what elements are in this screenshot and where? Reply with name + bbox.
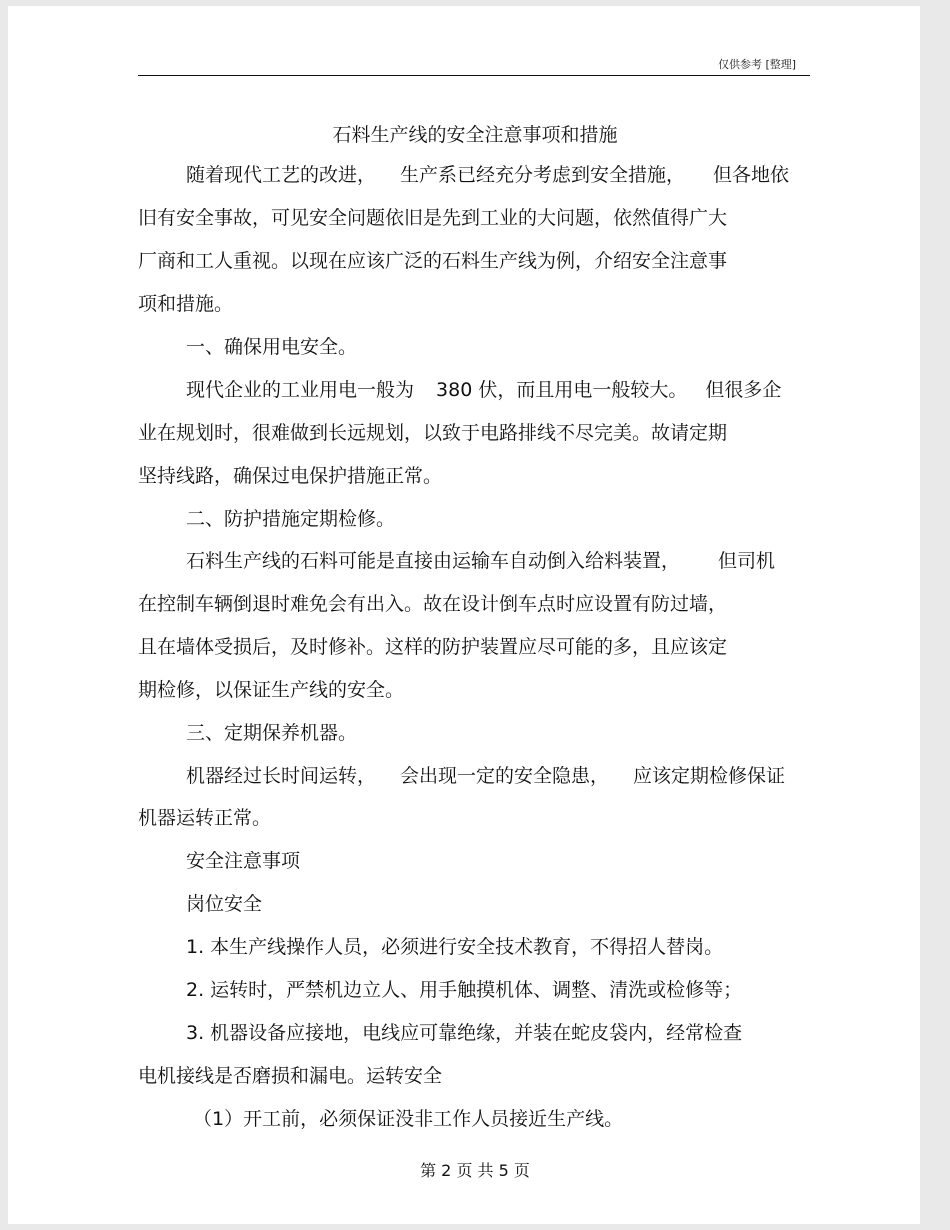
text-segment: 生产系已经充分考虑到安全措施， <box>400 164 686 186</box>
paragraph-line: 坚持线路，确保过电保护措施正常。 <box>138 465 443 487</box>
paragraph-line <box>186 761 785 788</box>
header-rule <box>138 75 810 76</box>
text-segment: 380 伏，而且用电一般较大。 <box>436 379 688 401</box>
text-segment: 现代企业的工业用电一般为 <box>186 379 415 401</box>
list-item: （1）开工前，必须保证没非工作人员接近生产线。 <box>193 1108 624 1130</box>
text-segment: 但很多企 <box>705 379 782 401</box>
page-number: 第 2 页 共 5 页 <box>420 1161 530 1180</box>
text-segment: 机器经过长时间运转， <box>186 765 377 787</box>
paragraph-line: 厂商和工人重视。以现在应该广泛的石料生产线为例，介绍安全注意事 <box>138 250 728 272</box>
list-item: 3. 机器设备应接地，电线应可靠绝缘，并装在蛇皮袋内，经常检查 <box>186 1022 743 1044</box>
section-heading: 岗位安全 <box>186 893 263 915</box>
list-item-continuation: 电机接线是否磨损和漏电。运转安全 <box>138 1065 443 1087</box>
list-item: 1. 本生产线操作人员，必须进行安全技术教育，不得招人替岗。 <box>186 936 724 958</box>
text-segment: 会出现一定的安全隐患， <box>400 765 610 787</box>
text-segment: 石料生产线的石料可能是直接由运输车自动倒入给料装置， <box>186 550 681 572</box>
header-note: 仅供参考 [整理] <box>718 58 797 71</box>
paragraph-line <box>186 375 781 402</box>
text-segment: 应该定期检修保证 <box>633 765 786 787</box>
paragraph-line: 项和措施。 <box>138 293 234 315</box>
text-segment: 但各地依 <box>713 164 790 186</box>
paragraph-line: 业在规划时，很难做到长远规划，以致于电路排线不尽完美。故请定期 <box>138 422 728 444</box>
document-title: 石料生产线的安全注意事项和措施 <box>332 124 618 146</box>
text-segment: 但司机 <box>718 550 776 572</box>
paragraph-line: 机器运转正常。 <box>138 807 272 829</box>
paragraph-line: 且在墙体受损后，及时修补。这样的防护装置应尽可能的多，且应该定 <box>138 636 728 658</box>
list-item: 2. 运转时，严禁机边立人、用手触摸机体、调整、清洗或检修等； <box>186 979 743 1001</box>
section-heading: 一、确保用电安全。 <box>186 336 358 358</box>
text-segment: 随着现代工艺的改进， <box>186 164 377 186</box>
paragraph-line <box>186 160 789 187</box>
section-heading: 安全注意事项 <box>186 850 301 872</box>
paragraph-line <box>186 546 775 573</box>
paragraph-line: 旧有安全事故，可见安全问题依旧是先到工业的大问题，依然值得广大 <box>138 207 728 229</box>
paragraph-line: 期检修，以保证生产线的安全。 <box>138 679 405 701</box>
section-heading: 二、防护措施定期检修。 <box>186 508 396 530</box>
paragraph-line: 在控制车辆倒退时难免会有出入。故在设计倒车点时应设置有防过墙， <box>138 593 728 615</box>
section-heading: 三、定期保养机器。 <box>186 722 358 744</box>
